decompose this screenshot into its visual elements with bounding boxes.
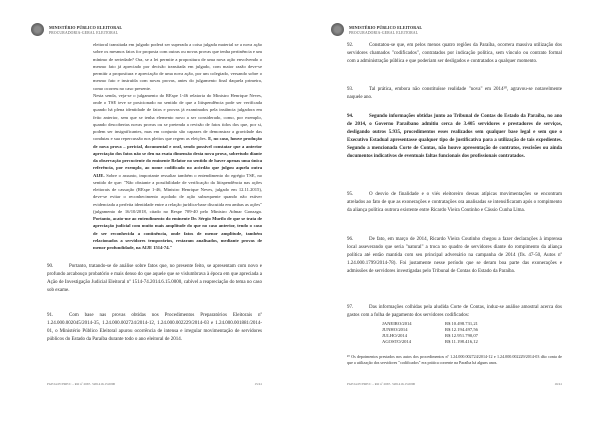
republic-seal-icon	[331, 23, 344, 36]
paragraph-text: Das informações colhidas pela aludida Corte de Contas, induz-se análise amostral acerca dos gastos com a folha de pagamento dos servidores codificados:	[347, 305, 562, 318]
quote-bold-text: Portanto, acato-me ao entendimento do eminente Dr. Sérgio Murilo de que se trata de apreciação judicial com muito mais amplitude do que no caso anterior, tendo o caso de ser reconhecida a continência, onde fatos de menor amplitude, também relacionados a servidores temporários, restaram analisados, mediante provas de menor profundidade, na AIJE 1514-74."	[93, 216, 262, 250]
paragraph-number: 91.	[47, 313, 54, 318]
paragraph-text: Com base nas provas obtidas nos Procedimentos Preparatórios Eleitorais nº 1.24.000.002045/2014-35, 1.24.000.002724/2014-12, 1.24.000.002229/2014-03 e 1.24.000.001881/2014-01, o Ministério Público Eleitoral apurou ocorrência de intensa e irregular movimentação de servidores públicos do Estado da Paraíba durante todo o ano eleitoral de 2014.	[47, 313, 262, 342]
header-unit: PROCURADORIA-GERAL ELEITORAL	[349, 31, 419, 35]
header-org: MINISTÉRIO PÚBLICO ELEITORAL	[49, 25, 123, 30]
amount-cell: R$ 12.951.790,07	[445, 333, 478, 338]
quote-text: Sobre o assunto, importante ressaltar também o entendimento do egrégio TSE, no sentido de que: "Não obstante a possibilidade de verificação da litispendência nas ações eleitorais de cassação (REspe 1-46, Ministro Henrique Neves, julgado em 12.11.2015), deve-se evitar o reconhecimento açodado de ação subsequente quando não estiver evidenciada a perfeita identidade entre a relação jurídica-base discutida em ambas as ações" (julgamento de 16/10/2018, citado no Respe 709-40 pelo Ministro Admar Gonzaga.	[93, 172, 262, 214]
month-cell: AGOSTO/2014	[382, 339, 412, 344]
paragraph-text: Constatou-se que, em pelos menos quatro regiões da Paraíba, ocorrera massiva utilização dos servidores chamados "codificados", contratados por indicação política, sem vínculo ou contrato formal com a administração pública e que poderiam ser desligados e contratados a qualquer momento.	[347, 43, 562, 64]
paragraph-97	[347, 304, 562, 320]
quote-text: Nesta senda, veja-se o julgamento do REspe 1-46 relatoria do Ministro Henrique Neves, onde o TSE teve se posicionado no sentido de que a litispendência pode ser verificada quando há plena identidade de fatos e provas já examinados pela instância julgadora em feito anterior, sem que se tenha elemento novo a ser considerado, como, por exemplo, quando descobertas novas provas ou se pretenda a revisão de fatos tidos dos que, por si, podem ser insignificantes, mas em conjunto são capazes de demonstrar a gravidade das condutas e sua repercussão nos pleitos que regem as eleições.	[93, 92, 262, 142]
paragraph-number: 90.	[47, 264, 54, 269]
paragraph-92	[347, 42, 562, 66]
quote-paragraph: eleitoral transitada em julgado poderá ser superada a coisa julgada material se a nova ação sobre os mesmos fatos for proposta com outras ou novas provas que tenha pertinência e um mínimo de seriedade? Ora, se a lei permite a propositura de uma nova ação envolvendo o mesmo fato já apreciado por decisão transitada em julgado, com maior razão deve-se permitir a propositura e apreciação de uma nova ação, por um colegiado, versando sobre o mesmo fato e instruída com novas provas, antes do julgamento final daquela primeira, como ocorreu no caso presente.	[93, 42, 262, 91]
paragraph-90	[47, 263, 262, 295]
paragraph-91	[47, 312, 262, 344]
amount-cell: R$ 10.498.731,21	[445, 321, 478, 326]
republic-seal-icon	[31, 23, 44, 36]
payroll-table	[382, 321, 478, 345]
amount-cell: R$ 11.198.416,12	[445, 339, 478, 344]
paragraph-number: 95.	[347, 192, 354, 197]
paragraph-number: 94.	[347, 114, 354, 119]
quote-paragraph	[93, 92, 262, 252]
paragraph-number: 92.	[347, 43, 354, 48]
header-org: MINISTÉRIO PÚBLICO ELEITORAL	[349, 25, 423, 30]
document-page-right	[300, 0, 600, 424]
footer-reference: PGE/GOV/PRE/C – RO nº 2667- 5201416.15.0000	[347, 382, 416, 386]
header-unit: PROCURADORIA-GERAL ELEITORAL	[49, 31, 119, 35]
quote-bold-text: E, no caso, houve produção de nova prova – pericial, documental e oral, sendo possível constatar que a anterior apreciação dos fatos não se deu na exata dimensão desta nova prova, sobretudo diante da observação percuciente do eminente Relator no sentido de haver apenas uma única referência, por exemplo, ao nome codificado no acórdão que julgou aquela outra AIJE.	[93, 136, 262, 178]
month-cell: JULHO/2014	[382, 333, 408, 338]
paragraph-text: Tal prática, embora não constituísse realidade "nova" em 2014²⁰, agravou-se notavelmente naquele ano.	[347, 87, 562, 100]
paragraph-text: Segundo informações obtidas junto ao Tribunal de Contas do Estado da Paraíba, no ano de 2014, o Governo Paraibano admitiu cerca de 3.405 servidores e prestadores de serviços, desligando outros 5.935, procedimentos esses realizados sem qualquer base legal e sem que o Executivo Estadual apresentasse qualquer tipo de justificativa para a utilização de tais expedientes. Segundo a mencionada Corte de Contas, não houve apresentação de contratos, rescisões ou ainda documentos indicativos de eventuais faltas funcionais dos profissionais contratados.	[347, 114, 562, 159]
footer-reference: PGE/GOV/PRE/C – RO nº 2667- 5201416.15.0000	[47, 382, 116, 386]
paragraph-94	[347, 113, 562, 161]
page-number: 15/41	[254, 382, 262, 386]
paragraph-number: 93.	[347, 87, 354, 92]
footnote: ²⁰ Os depoimentos prestados nos autos dos procedimentos nº 1.24.000.002724/2014-12 e 1.24.000.002229/2014-03 dão conta de que a utilização dos servidores "codificados" era prática corrente na Paraíba há alguns anos.	[347, 354, 562, 365]
paragraph-text: De fato, em março de 2014, Ricardo Vieira Coutinho chegou a fazer declarações à imprensa local asseverando que seria "natural" a troca no quadro de servidores diante do rompimento da aliança política até então mantida com seu principal adversário na campanha de 2014 (fls. 47-50, Autos nº 1.24.000.1799/2014-78). Foi justamente nesse período que se deram boa parte das exonerações e admissões de servidores investigadas pelo Tribunal de Contas do Estado da Paraíba.	[347, 237, 562, 274]
paragraph-95	[347, 191, 562, 215]
amount-cell: R$ 12.194.497,56	[445, 327, 478, 332]
payroll-row	[382, 339, 478, 345]
paragraph-number: 97.	[347, 305, 354, 310]
paragraph-96	[347, 236, 562, 276]
page-number: 16/41	[554, 382, 562, 386]
month-cell: JANEIRO/2014	[382, 321, 412, 326]
month-cell: JUNHO/2014	[382, 327, 408, 332]
paragraph-number: 96.	[347, 237, 354, 242]
paragraph-text: Portanto, tratando-se de análise sobre fatos que, no presente feito, se apresentam com novo e profundo arcabouço probatório e mais denso do que aquele que se vislumbrava à época em que apreciada a Ação de Investigação Judicial Eleitoral nº 1514-74.2014.6.15.0000, cabível a reapreciação do tema no caso sob exame.	[47, 264, 262, 293]
block-quote	[93, 41, 262, 251]
paragraph-text: O desvio de finalidade e o viés eleitoreiro dessas atípicas movimentações se encontram atrelados ao fato de que as exonerações e contratações ora analisadas se intensificaram após o rompimento da aliança política outrora existente entre Ricardo Vieira Coutinho e Cássio Cunha Lima.	[347, 192, 562, 213]
paragraph-93	[347, 86, 562, 102]
